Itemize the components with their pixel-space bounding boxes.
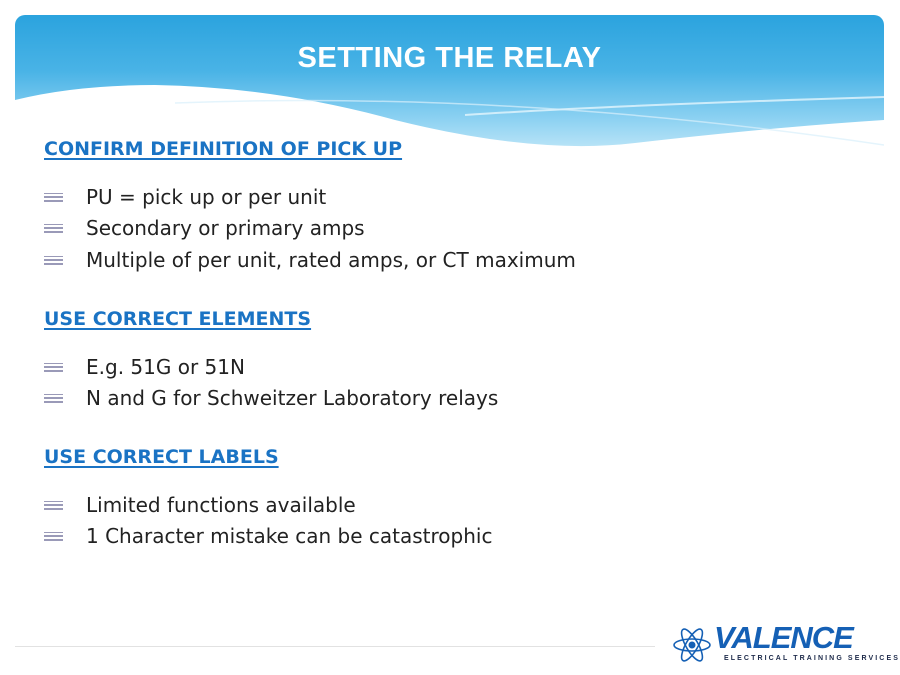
bullet-icon	[44, 501, 63, 510]
list-item	[44, 524, 492, 548]
bullet-icon	[44, 256, 63, 265]
list-item	[44, 493, 356, 517]
wave-decoration	[15, 15, 884, 155]
bullet-text: PU = pick up or per unit	[86, 185, 327, 209]
bullet-icon	[44, 532, 63, 541]
section-heading-labels: USE CORRECT LABELS	[44, 446, 279, 468]
title-banner	[15, 15, 884, 155]
list-item	[44, 355, 245, 379]
list-item	[44, 386, 498, 410]
bullet-text: E.g. 51G or 51N	[86, 355, 245, 379]
list-item	[44, 248, 576, 272]
bullet-icon	[44, 363, 63, 372]
footer-divider	[15, 646, 655, 647]
bullet-icon	[44, 224, 63, 233]
section-heading-pickup: CONFIRM DEFINITION OF PICK UP	[44, 138, 403, 160]
valence-logo	[672, 620, 900, 667]
logo-tagline: ELECTRICAL TRAINING SERVICES	[724, 655, 900, 662]
bullet-text: Secondary or primary amps	[86, 216, 365, 240]
bullet-text: Limited functions available	[86, 493, 356, 517]
bullet-text: Multiple of per unit, rated amps, or CT maximum	[86, 248, 576, 272]
bullet-text: N and G for Schweitzer Laboratory relays	[86, 386, 499, 410]
bullet-icon	[44, 394, 63, 403]
list-item	[44, 216, 365, 240]
bullet-text: 1 Character mistake can be catastrophic	[86, 524, 493, 548]
atom-icon	[672, 627, 712, 663]
list-item	[44, 185, 326, 209]
logo-name: VALENCE	[714, 620, 853, 655]
bullet-icon	[44, 193, 63, 202]
section-heading-elements: USE CORRECT ELEMENTS	[44, 308, 312, 330]
slide-title: SETTING THE RELAY	[297, 42, 602, 74]
